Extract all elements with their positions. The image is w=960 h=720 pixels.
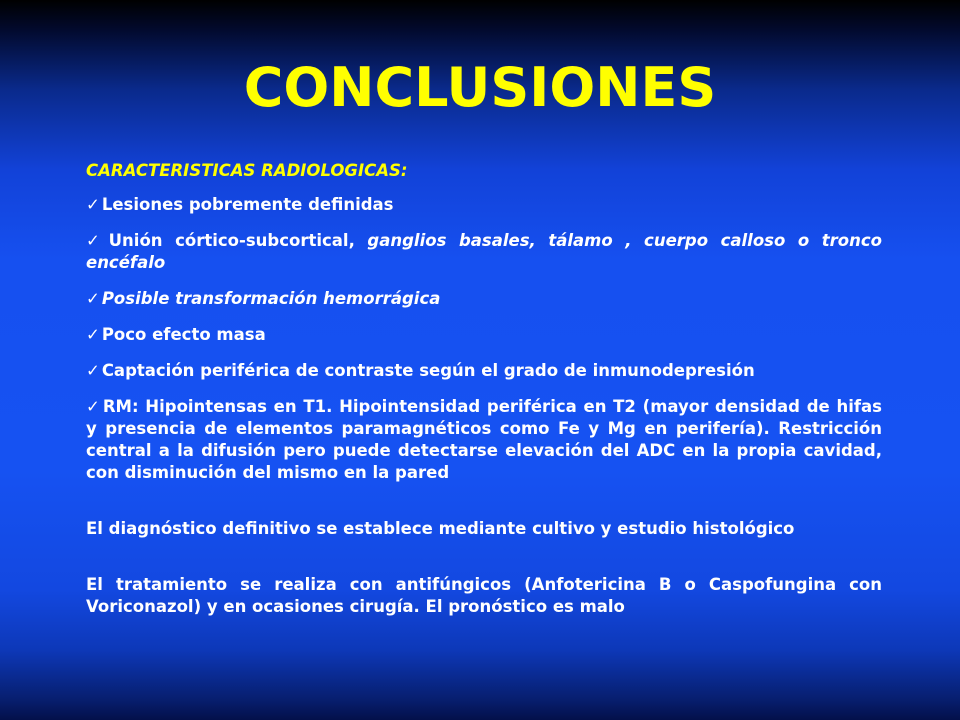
list-item: [86, 396, 882, 484]
list-item: [86, 360, 882, 382]
checkmark-icon: ✓: [86, 231, 107, 250]
list-item: [86, 288, 882, 310]
list-item: [86, 194, 882, 216]
list-item-text: Unión córtico-subcortical,: [108, 231, 368, 250]
checkmark-icon: ✓: [86, 397, 101, 416]
list-item-text-italic: Posible transformación hemorrágica: [101, 289, 441, 308]
list-item: [86, 230, 882, 274]
treatment-paragraph: El tratamiento se realiza con antifúngicos (Anfotericina B o Caspofungina con Voriconazol) y en ocasiones cirugía. El pronóstico es malo: [86, 575, 882, 616]
list-item-text-italic: ganglios basales, tálamo , cuerpo calloso o tronco encéfalo: [86, 231, 882, 272]
list-item: [86, 324, 882, 346]
list-item-text: Lesiones pobremente definidas: [101, 195, 394, 214]
list-item-text: Captación periférica de contraste según el grado de inmunodepresión: [101, 361, 755, 380]
slide-title: CONCLUSIONES: [243, 56, 717, 119]
list-item-text: Poco efecto masa: [101, 325, 266, 344]
checkmark-icon: ✓: [86, 325, 100, 344]
section-heading: CARACTERISTICAS RADIOLOGICAS:: [86, 161, 408, 180]
list-item-text: RM: Hipointensas en T1. Hipointensidad periférica en T2 (mayor densidad de hifas y presencia de elementos paramagnéticos como Fe y Mg en perifería). Restricción central a la difusión pero puede detectarse elevación del ADC en la propia cavidad, con disminución del mismo en la pared: [86, 397, 882, 482]
diagnosis-paragraph: El diagnóstico definitivo se establece mediante cultivo y estudio histológico: [86, 519, 795, 538]
checkmark-icon: ✓: [86, 195, 100, 214]
slide-content: [86, 160, 882, 618]
checkmark-icon: ✓: [86, 361, 100, 380]
checkmark-icon: ✓: [86, 289, 100, 308]
